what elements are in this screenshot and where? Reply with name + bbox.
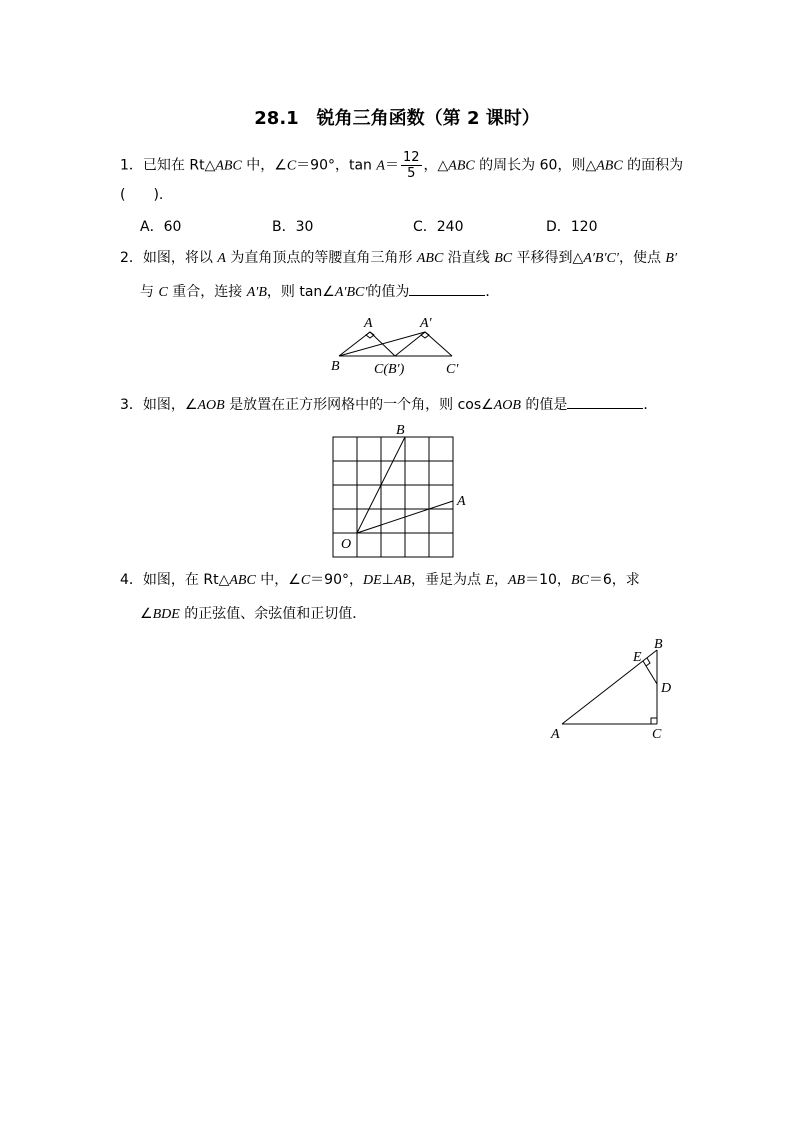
label-a: A <box>551 727 560 742</box>
label-o: O <box>341 537 352 552</box>
figure-q4 <box>548 632 678 747</box>
label-a: A <box>364 316 373 331</box>
label-b: B <box>396 423 405 438</box>
question-4-line-1: 4．如图，在 Rt△ABC 中，∠C＝90°，DE⊥AB，垂足为点 E，AB＝10，BC＝6，求 <box>120 572 640 588</box>
right-angle-mark-e <box>646 658 650 666</box>
label-e: E <box>633 650 642 665</box>
answer-blank <box>567 394 643 409</box>
label-a-prime: A′ <box>420 316 432 331</box>
segment-ab <box>562 650 657 724</box>
option-b: B．30 <box>272 219 314 235</box>
question-1-line-1: 1．已知在 Rt△ABC 中，∠C＝90°，tan A＝ $\frac{12}{5}$ ，△ABC 的周长为 60，则△ABC 的面积为 <box>120 150 684 181</box>
option-c: C．240 <box>413 219 464 235</box>
question-2-line-2: 与 C 重合，连接 A′B，则 tan∠A′BC′的值为 ． <box>140 281 499 303</box>
question-number: 4． <box>120 572 143 588</box>
question-number: 2． <box>120 250 143 266</box>
label-a: A <box>457 494 466 509</box>
question-1-line-2: ( ). <box>120 187 164 203</box>
segment-aprime-b <box>339 332 425 356</box>
segment-ba <box>339 332 370 356</box>
figure-q3-grid <box>330 422 470 562</box>
page-title: 28.1 锐角三角函数（第 2 课时） <box>254 108 540 129</box>
fraction: $\frac{12}{5}$ <box>402 150 420 181</box>
label-c-bprime: C(B′) <box>374 362 405 377</box>
segment-bprime-aprime <box>395 332 425 356</box>
label-c-prime: C′ <box>446 362 459 377</box>
option-d: D．120 <box>546 219 598 235</box>
question-number: 3． <box>120 397 143 413</box>
question-3-line-1: 3．如图，∠AOB 是放置在正方形网格中的一个角，则 cos∠AOB 的值是 ． <box>120 394 657 416</box>
question-4-line-2: ∠BDE 的正弦值、余弦值和正切值． <box>140 606 367 622</box>
figure-q2 <box>328 312 468 382</box>
label-d: D <box>661 681 672 696</box>
answer-blank <box>409 281 485 296</box>
question-2-line-1: 2．如图，将以 A 为直角顶点的等腰直角三角形 ABC 沿直线 BC 平移得到△A′B′C′，使点 B′ <box>120 250 678 266</box>
label-b: B <box>654 637 663 652</box>
segment-de <box>643 661 657 684</box>
question-number: 1． <box>120 157 143 174</box>
segment-aprime-cprime <box>425 332 452 356</box>
right-angle-mark-c <box>651 718 657 724</box>
label-b: B <box>331 359 340 374</box>
option-a: A．60 <box>140 219 182 235</box>
label-c: C <box>652 727 662 742</box>
